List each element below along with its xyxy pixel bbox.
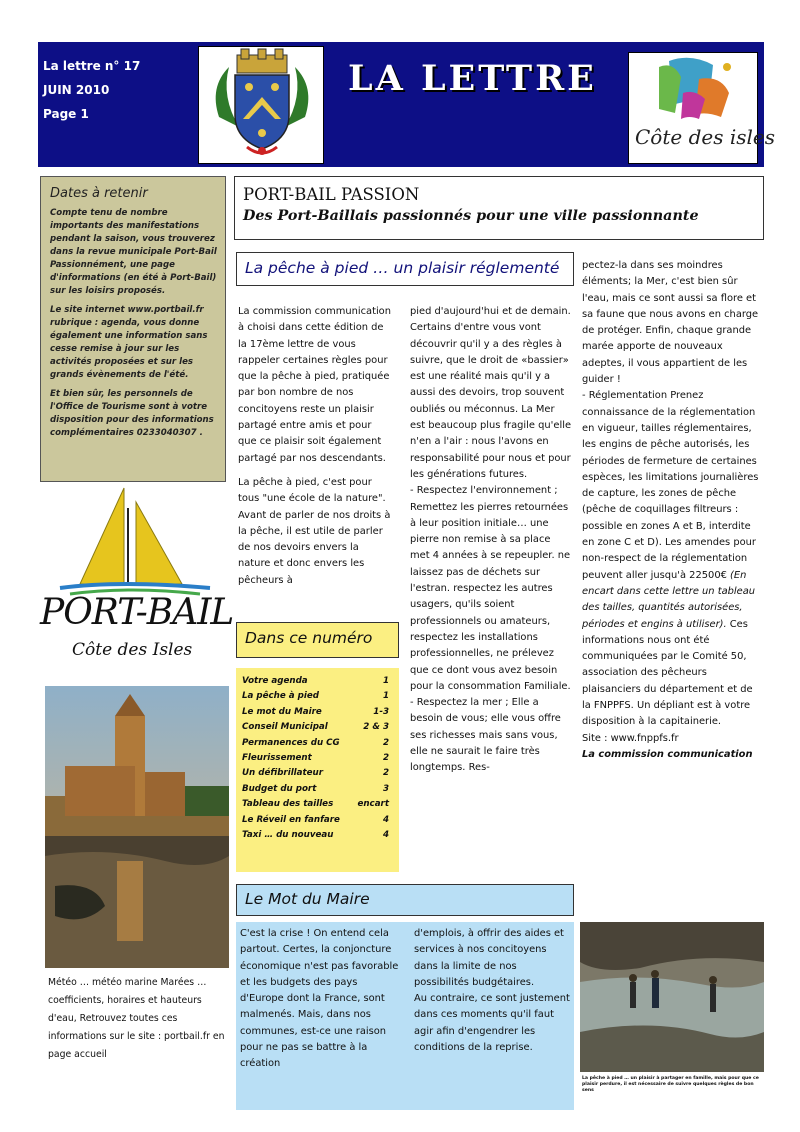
- toc-item-page: encart: [357, 799, 389, 810]
- toc-item-label: Budget du port: [242, 783, 317, 794]
- toc-item[interactable]: [242, 813, 395, 828]
- header-banner: [38, 42, 775, 167]
- toc-item-page: 2: [382, 768, 389, 779]
- article-signature: La commission communication: [582, 748, 753, 760]
- fnppfs-site-link[interactable]: Site : www.fnppfs.fr: [582, 732, 679, 744]
- toc-item-page: 2 & 3: [363, 722, 389, 733]
- title-box: [234, 176, 764, 240]
- page-title: PORT-BAIL PASSION: [243, 185, 420, 204]
- page-number: Page 1: [43, 107, 89, 121]
- issue-info: [43, 54, 140, 126]
- regulation-paragraph: [582, 388, 760, 730]
- page-subtitle: Des Port-Baillais passionnés pour une ville passionnante: [243, 208, 699, 224]
- toc-item[interactable]: [242, 797, 395, 812]
- toc-item[interactable]: [242, 720, 395, 735]
- meteo-text: Météo … météo marine Marées … coefficients, horaires et hauteurs d'eau, Retrouvez toutes ces informations sur le site : portbail.fr en page accueil: [48, 977, 225, 1060]
- toc-item-page: 3: [382, 783, 389, 794]
- dates-paragraph: Et bien sûr, les personnels de l'Office de Tourisme sont à votre disposition pour des informations complémentaires 0233040307 .: [50, 389, 214, 438]
- toc-item-page: 1: [382, 691, 389, 702]
- dates-title: Dates à retenir: [50, 186, 148, 201]
- maire-column-1: [240, 926, 400, 1081]
- fishing-scene-image: [580, 922, 764, 1072]
- port-bail-logo-tagline: Côte des Isles: [72, 640, 193, 660]
- dates-a-retenir-box: [40, 176, 226, 482]
- article-paragraph: Certains d'entre vous vont découvrir qu'il y a des règles à suivre, que le droit de «bassier» est une réalité mais qu'il y a aussi des devoirs, trop souvent oubliés ou méconnus. La Mer est beaucoup plus fragile qu'elle n'en a l'air : nous l'avons en responsabilité pour nous et pour les générations futures.: [410, 322, 572, 480]
- maire-column-2: [414, 926, 570, 1064]
- numero-heading: Dans ce numéro: [236, 622, 399, 658]
- article-paragraph: C'est la crise ! On entend cela partout. Certes, la conjoncture économique n'est pas favorable et les budgets des pays d'Europe dont la France, sont malmenés. Mais, dans nos communes, est-ce une raison pour ne pas se battre à la création: [240, 928, 399, 1070]
- toc-item-label: Le mot du Maire: [242, 706, 322, 717]
- article-paragraph: d'emplois, à offrir des aides et services à nos concitoyens dans la limite de nos possibilités budgétaires.: [414, 928, 564, 988]
- article-paragraph: La pêche à pied, c'est pour tous "une école de la nature". Avant de parler de nos droits à la pêche, il est utile de parler de nos devoirs envers la nature et donc envers les pêcheurs à: [238, 476, 391, 586]
- photo-caption: La pêche à pied … un plaisir à partager en famille, mais pour que ce plaisir perdure, il est nécessaire de suivre quelques règles de bon sens: [582, 1076, 759, 1094]
- toc-item[interactable]: [242, 782, 395, 797]
- church-photo: [45, 686, 229, 968]
- cote-des-isles-logo: [628, 52, 775, 164]
- toc-item[interactable]: [242, 766, 395, 781]
- toc-item-label: Tableau des tailles: [242, 799, 334, 810]
- toc-item-page: 4: [382, 830, 389, 841]
- toc-item[interactable]: [242, 674, 395, 689]
- church-landscape-image: [45, 686, 229, 968]
- toc-item-label: Votre agenda: [242, 676, 308, 686]
- maire-heading: Le Mot du Maire: [236, 884, 574, 916]
- article-paragraph: pied d'aujourd'hui et de demain.: [410, 306, 571, 317]
- toc-item-label: Un défibrillateur: [242, 768, 324, 779]
- peche-heading: La pêche à pied … un plaisir réglementé: [236, 252, 574, 286]
- cote-des-isles-text: Côte des isles: [635, 125, 775, 149]
- port-bail-logo-text: PORT-BAIL: [40, 592, 234, 633]
- toc-item-page: 2: [382, 753, 389, 764]
- toc-item[interactable]: [242, 736, 395, 751]
- toc-item-label: La pêche à pied: [242, 691, 319, 702]
- table-of-contents: [236, 668, 399, 872]
- issue-number: La lettre n° 17: [43, 59, 141, 73]
- peche-column-1: [238, 304, 392, 597]
- dates-paragraph: Le site internet www.portbail.fr rubrique : agenda, vous donne également une information sans cesse remise à jour sur les activités proposées et sur les grands évènements de l'été.: [50, 305, 208, 380]
- toc-item-label: Fleurissement: [242, 753, 312, 764]
- toc-item-label: Le Réveil en fanfare: [242, 814, 340, 825]
- toc-item[interactable]: [242, 828, 395, 843]
- sailboat-icon: [40, 488, 230, 598]
- toc-item-page: 2: [382, 737, 389, 748]
- toc-item-page: 1-3: [373, 706, 389, 717]
- toc-item-page: 1: [382, 676, 389, 686]
- article-paragraph: La commission communication à choisi dans cette édition de la 17ème lettre de vous rappeler certaines règles pour que la pêche à pied, pratiquée par bon nombre de nos concitoyens reste un plaisir partagé entre amis et pour que ce plaisir soit également partagé par nos descendants.: [238, 306, 391, 464]
- toc-item-label: Permanences du CG: [242, 737, 340, 748]
- peche-column-2: [410, 304, 572, 785]
- article-paragraph: - Respectez la mer ; Elle a besoin de vous; elle vous offre ses richesses mais sans vous, elle ne saurait le faire très longtemps. Res-: [410, 697, 561, 774]
- regulation-insert-note: (En encart dans cette lettre un tableau des tailles, quantités autorisées, périodes et engins à utiliser).: [582, 569, 756, 630]
- toc-item[interactable]: [242, 689, 395, 704]
- regulation-source: Ces informations nous ont été communiquées par le Comité 50, association des pêcheurs plaisanciers du département et de la FNPPFS. Un dépliant est à votre disposition à la capitainerie.: [582, 618, 753, 728]
- beach-fishing-photo: [580, 922, 764, 1072]
- toc-item[interactable]: [242, 751, 395, 766]
- masthead-title: LA LETTRE: [348, 58, 597, 99]
- issue-date: JUIN 2010: [43, 83, 110, 97]
- peche-column-3: [582, 258, 760, 771]
- toc-item-label: Conseil Municipal: [242, 722, 328, 733]
- article-paragraph: Au contraire, ce sont justement dans ces moments qu'il faut agir afin d'engendrer les conditions de la reprise.: [414, 993, 570, 1054]
- crest-icon: [199, 47, 325, 165]
- town-crest-image: [198, 46, 324, 164]
- toc-item-page: 4: [382, 814, 389, 825]
- dates-paragraph: Compte tenu de nombre importants des manifestations pendant la saison, vous trouverez dans la revue municipale Port-Bail Passionnément, une page d'informations (en été à Port-Bail) sur les loisirs proposés.: [50, 208, 217, 296]
- toc-item-label: Taxi … du nouveau: [242, 830, 334, 841]
- article-paragraph: pectez-la dans ses moindres éléments; la Mer, c'est bien sûr l'eau, mais ce sont aussi sa flore et sa faune que nous avons en charge de protéger. Enfin, chaque grande marée apporte de nouveaux adeptes, il vous appartient de les guider !: [582, 260, 759, 386]
- regulation-text: - Réglementation Prenez connaissance de la réglementation en vigueur, tailles réglementaires, les engins de pêche autorisés, les périodes de fermeture de certaines espèces, les limitations journalières de capture, les zones de pêche (pêche de coquillages filtreurs : possible en zones A et B, interdite en zone C et D). Les amendes pour non-respect de la réglementation peuvent aller jusqu'à 22500€: [582, 390, 759, 581]
- article-paragraph: - Respectez l'environnement ; Remettez les pierres retournées à leur position initiale… une pierre non remise à sa place met 4 années à se repeupler. ne laissez pas de déchets sur l'estran. respectez les autres usagers, qu'ils soient professionnels ou amateurs, respectez les installations professionnelles, ne prélevez que ce dont vous avez besoin pour la consommation Familiale.: [410, 485, 571, 692]
- toc-item[interactable]: [242, 705, 395, 720]
